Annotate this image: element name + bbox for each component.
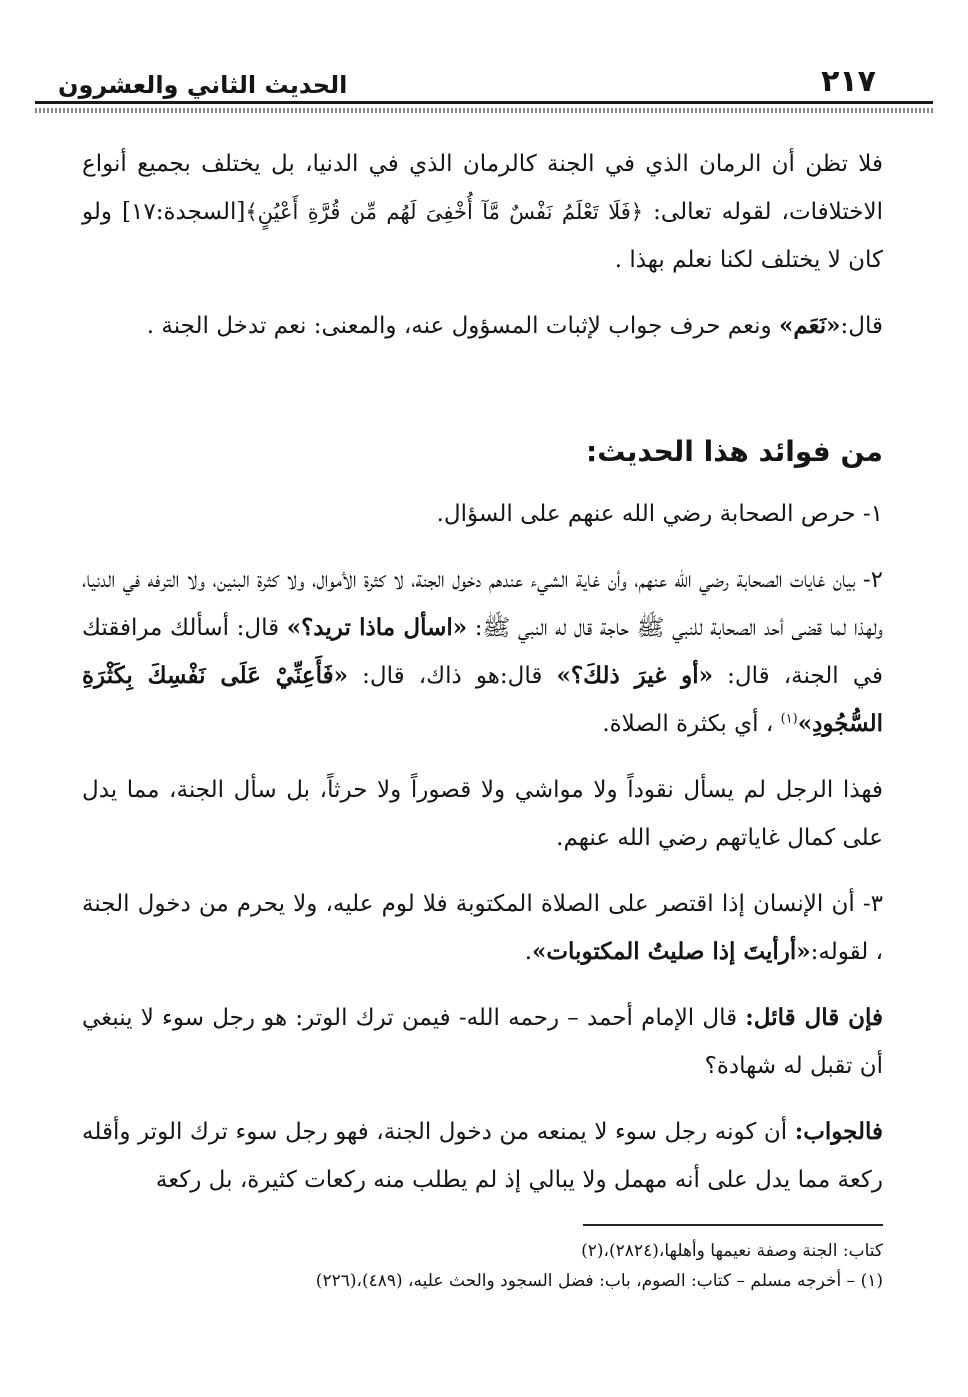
item2-quote-1: «اسأل ماذا تريد؟»: [286, 614, 468, 641]
footnote-continued: كتاب: الجنة وصفة نعيمها وأهلها،(٢٨٢٤)،(٢): [581, 1241, 883, 1261]
paragraph-pomegranate: [82, 140, 883, 284]
footnote-separator: [583, 1224, 883, 1226]
verse-reference: [السجدة:١٧]: [122, 199, 246, 225]
objection-lead: فإن قال قائل:: [745, 1004, 883, 1031]
objection-paragraph: [82, 994, 883, 1090]
p2-bold: «نَعَم»: [778, 312, 841, 339]
benefit-item-1: ١- حرص الصحابة رضي الله عنهم على السؤال.: [436, 501, 883, 527]
item2-quote-3: «فَأَعِنِّيْ عَلَى نَفْسِكَ بِكَثْرَةِ السُّجُودِ»: [82, 662, 883, 737]
paragraph-naam: [82, 302, 883, 350]
item3-a: ٣- أن الإنسان إذا اقتصر على الصلاة المكتوبة فلا لوم عليه، ولا يحرم من دخول الجنة ، لقوله:: [82, 891, 883, 965]
chapter-title: الحديث الثاني والعشرون: [58, 71, 348, 99]
footnote-ref-1[interactable]: (١): [780, 711, 798, 727]
answer-lead: فالجواب:: [794, 1118, 883, 1145]
p2-tail: ونعم حرف جواب لإثبات المسؤول عنه، والمعنى: نعم تدخل الجنة .: [146, 313, 779, 339]
item2-quote-2: «أو غيرَ ذلكَ؟»: [556, 662, 713, 689]
p1-tail: ولو كان لا يختلف لكنا نعلم بهذا .: [82, 199, 883, 273]
item3-quote: «أرأيتَ إذا صليتُ المكتوبات»: [532, 938, 811, 965]
item2-tail: ، أي بكثرة الصلاة.: [602, 711, 781, 737]
item2-a2: قال: أسألك مرافقتك في الجنة، قال:: [82, 615, 883, 689]
footnote-1: (١) – أخرجه مسلم – كتاب: الصوم، باب: فضل السجود والحث عليه، (٤٨٩)،(٢٢٦): [315, 1271, 883, 1291]
p1-text: فلا تظن أن الرمان الذي في الجنة كالرمان الذي في الدنيا، بل يختلف بجميع أنواع الاختلافات، لقوله تعالى:: [82, 151, 884, 225]
page-number: ٢١٧: [821, 64, 876, 99]
footnotes: [60, 1236, 883, 1296]
body-text: [82, 140, 883, 1222]
item3-tail: .: [524, 939, 533, 965]
benefit-item-3: [82, 880, 883, 976]
item2-a: ٢- بيان غايات الصحابة رضي الله عنهم، وأن غاية الشيء عندهم دخول الجنة، لا كثرة الأموال، ولا كثرة البنين، ولا الترفه في الدنيا، ولهذا لما قضى أحد الصحابة للنبي ﷺ حاجة قال له النبي ﷺ:: [82, 567, 883, 641]
answer-paragraph: [82, 1108, 883, 1204]
paragraph-after-item-2: فهذا الرجل لم يسأل نقوداً ولا مواشي ولا قصوراً ولا حرثاً، بل سأل الجنة، مما يدل على كمال غاياتهم رضي الله عنهم.: [82, 777, 883, 851]
objection-text: قال الإمام أحمد – رحمه الله- فيمن ترك الوتر: هو رجل سوء لا ينبغي أن تقبل له شهادة؟: [82, 1005, 883, 1079]
section-spacer: [82, 368, 883, 428]
header-rule-dotted: [35, 108, 933, 113]
answer-text: أن كونه رجل سوء لا يمنعه من دخول الجنة، فهو رجل سوء ترك الوتر وأقله ركعة مما يدل على أنه مهمل ولا يبالي إذ لم يطلب منه ركعات كثيرة، بل ركعة: [82, 1119, 883, 1193]
header-rule: [35, 101, 933, 104]
quran-verse: ﴿فَلَا تَعْلَمُ نَفْسٌ مَّآ أُخْفِىَ لَهُم مِّن قُرَّةِ أَعْيُنٍ﴾: [245, 200, 644, 224]
p2-pre: قال:: [840, 313, 883, 339]
running-head: [58, 55, 876, 99]
benefit-item-2: [82, 556, 883, 748]
item2-a3: قال:هو ذاك، قال:: [347, 663, 557, 689]
section-heading: من فوائد هذا الحديث:: [586, 435, 883, 468]
